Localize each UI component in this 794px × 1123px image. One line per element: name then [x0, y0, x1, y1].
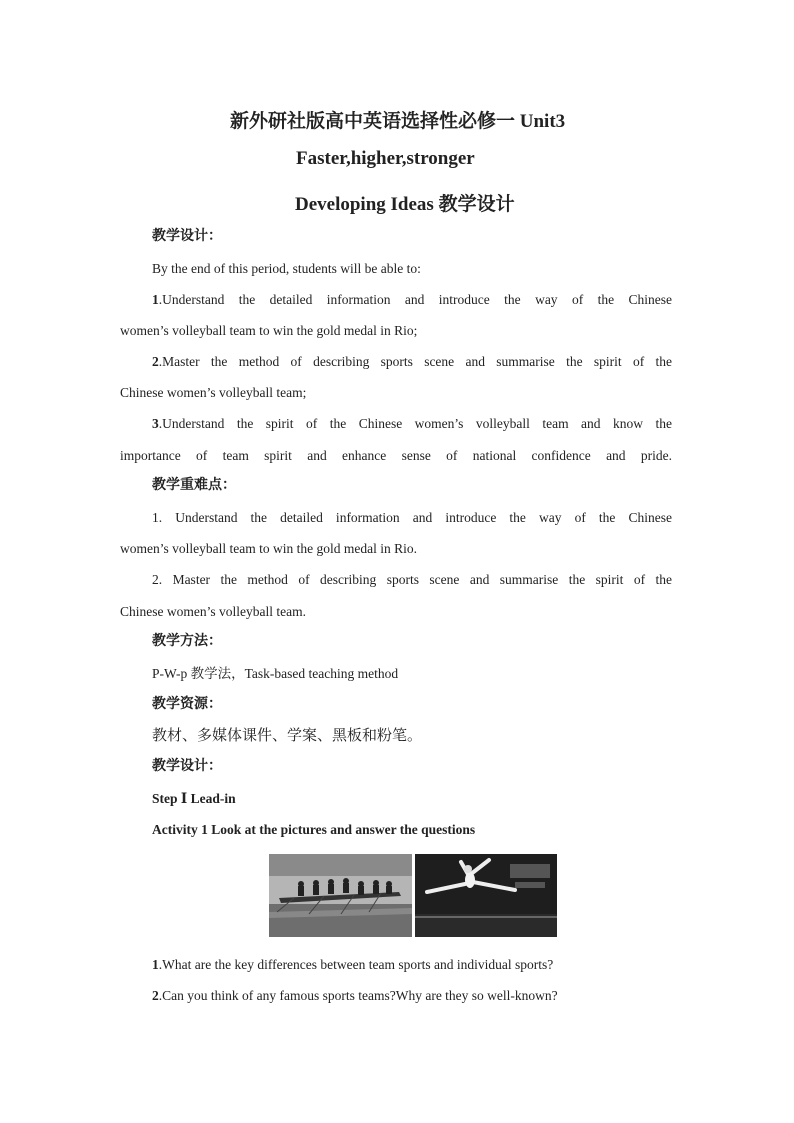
- objective-3-text: .Understand the spirit of the Chinese women’s volleyball team and know the: [158, 416, 672, 431]
- objective-1-number: 1: [152, 292, 159, 307]
- method-text: P-W-p 教学法，Task-based teaching method: [152, 666, 399, 681]
- lead-in-pictures: [269, 854, 557, 937]
- resource-heading: 教学资源：: [152, 697, 222, 712]
- key-point-1-line2: women’s volleyball team to win the gold medal in Rio.: [120, 541, 417, 556]
- objective-3-line1: [152, 415, 672, 433]
- key-point-2-line2: Chinese women’s volleyball team.: [120, 604, 306, 619]
- question-1-number: 1: [152, 957, 159, 972]
- key-point-2-line1: 2. Master the method of describing sports scene and summarise the spirit of the: [152, 572, 672, 587]
- objective-1-text: .Understand the detailed information and introduce the way of the Chinese: [158, 292, 672, 307]
- question-1: [152, 956, 672, 974]
- activity-1-heading: Activity 1 Look at the pictures and answer the questions: [152, 822, 476, 837]
- objective-1-line1: [152, 291, 672, 309]
- gymnast-leap-photo: [415, 854, 557, 937]
- question-2-number: 2: [152, 988, 159, 1003]
- key-point-1-line1: 1. Understand the detailed information and introduce the way of the Chinese: [152, 510, 672, 525]
- method-heading: 教学方法：: [152, 634, 222, 649]
- resource-text: 教材、多媒体课件、学案、黑板和粉笔。: [152, 728, 423, 744]
- objective-2-line1: [152, 353, 672, 371]
- rowing-team-photo: [269, 854, 412, 937]
- question-1-text: .What are the key differences between team sports and individual sports?: [158, 957, 554, 972]
- doc-title-line1: 新外研社版高中英语选择性必修一 Unit3: [230, 111, 566, 132]
- key-points-heading: 教学重难点：: [152, 478, 236, 493]
- question-2: [152, 987, 672, 1005]
- objective-2-line2: Chinese women’s volleyball team;: [120, 385, 307, 400]
- objective-3-number: 3: [152, 416, 159, 431]
- objective-1-line2: women’s volleyball team to win the gold medal in Rio;: [120, 323, 418, 338]
- design-heading: 教学设计：: [152, 759, 222, 774]
- objective-2-number: 2: [152, 354, 159, 369]
- doc-title-line2: Faster,higher,stronger: [296, 148, 475, 169]
- objective-2-text: .Master the method of describing sports scene and summarise the spirit of the: [158, 354, 672, 369]
- question-2-text: .Can you think of any famous sports teams?Why are they so well-known?: [158, 988, 558, 1003]
- step-1-heading: Step Ⅰ Lead-in: [152, 791, 236, 806]
- objective-3-line2: importance of team spirit and enhance sense of national confidence and pride.: [120, 448, 672, 463]
- doc-title-line3: Developing Ideas 教学设计: [295, 194, 515, 215]
- objectives-heading: 教学设计：: [152, 229, 222, 244]
- objectives-intro: By the end of this period, students will be able to:: [152, 261, 421, 276]
